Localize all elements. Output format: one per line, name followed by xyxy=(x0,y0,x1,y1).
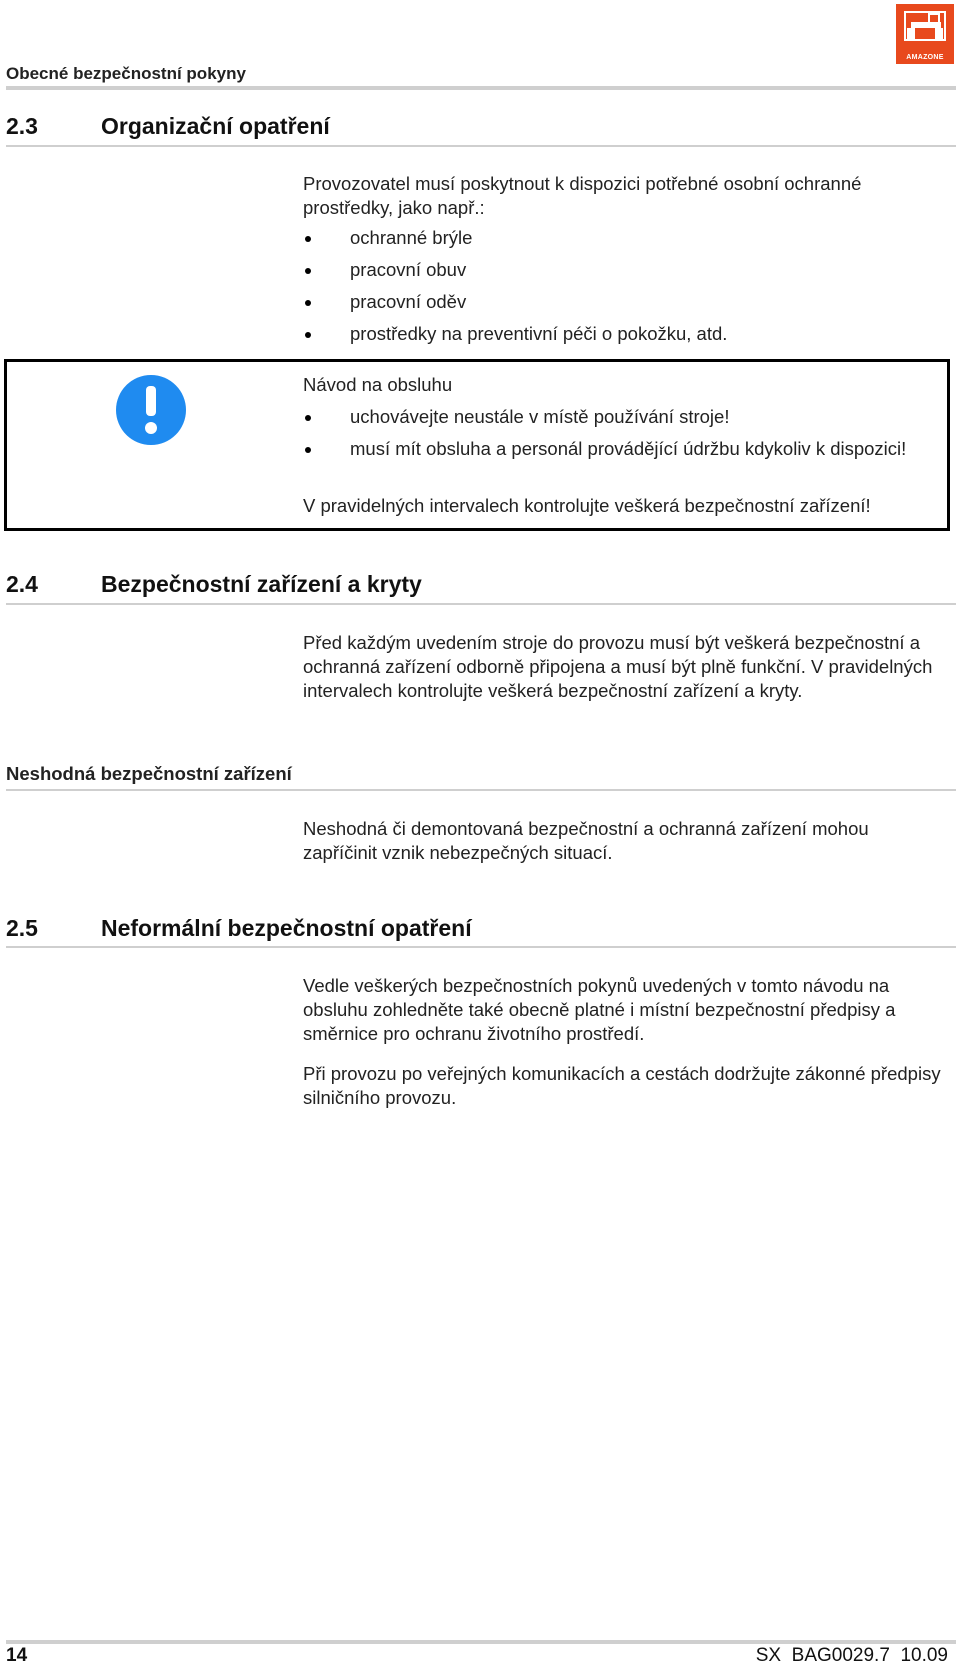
exclamation-circle-icon xyxy=(115,374,187,446)
section-divider xyxy=(6,946,956,948)
footer-divider xyxy=(6,1640,956,1644)
tractor-icon xyxy=(901,8,949,50)
subsection-divider xyxy=(6,789,956,791)
list-item: prostředky na preventivní péči o pokožku, atd. xyxy=(303,322,943,346)
section-number: 2.4 xyxy=(6,571,38,597)
subsection-paragraph: Neshodná či demontovaná bezpečnostní a ochranná zařízení mohou zapříčinit vznik nebezpečných situací. xyxy=(303,818,869,863)
list-item: uchovávejte neustále v místě používání stroje! xyxy=(303,405,943,429)
notice-list xyxy=(303,405,943,461)
header-divider xyxy=(6,86,956,90)
section-paragraph: Před každým uvedením stroje do provozu musí být veškerá bezpečnostní a ochranná zařízení odborně připojena a musí být plně funkční. V pravidelných intervalech kontrolujte veškerá bezpečnostní zařízení a kryty. xyxy=(303,632,933,701)
document-code: SX BAG0029.7 10.09 xyxy=(755,1645,948,1666)
section-title: Neformální bezpečnostní opatření xyxy=(101,915,472,941)
list-item: ochranné brýle xyxy=(303,226,943,250)
section-divider xyxy=(6,145,956,147)
notice-closing: V pravidelných intervalech kontrolujte veškerá bezpečnostní zařízení! xyxy=(303,495,871,516)
amazone-logo xyxy=(896,4,954,64)
list-item: musí mít obsluha a personál provádějící údržbu kdykoliv k dispozici! xyxy=(303,437,910,461)
section-divider xyxy=(6,603,956,605)
logo-text: AMAZONE xyxy=(906,54,944,61)
section-number: 2.5 xyxy=(6,915,38,941)
section-paragraph: Při provozu po veřejných komunikacích a cestách dodržujte zákonné předpisy silničního provozu. xyxy=(303,1063,941,1108)
running-header: Obecné bezpečnostní pokyny xyxy=(6,64,246,83)
notice-title: Návod na obsluhu xyxy=(303,374,453,395)
list-item: pracovní oděv xyxy=(303,290,943,314)
ppe-list xyxy=(303,226,943,346)
section-number: 2.3 xyxy=(6,113,38,139)
section-intro: Provozovatel musí poskytnout k dispozici potřebné osobní ochranné prostředky, jako např.: xyxy=(303,173,862,218)
page-number: 14 xyxy=(6,1645,28,1666)
section-title: Bezpečnostní zařízení a kryty xyxy=(101,571,422,597)
list-item: pracovní obuv xyxy=(303,258,943,282)
section-title: Organizační opatření xyxy=(101,113,330,139)
section-paragraph: Vedle veškerých bezpečnostních pokynů uvedených v tomto návodu na obsluhu zohledněte také obecně platné i místní bezpečnostní předpisy a směrnice pro ochranu životního prostředí. xyxy=(303,975,896,1044)
subsection-label: Neshodná bezpečnostní zařízení xyxy=(6,763,292,784)
